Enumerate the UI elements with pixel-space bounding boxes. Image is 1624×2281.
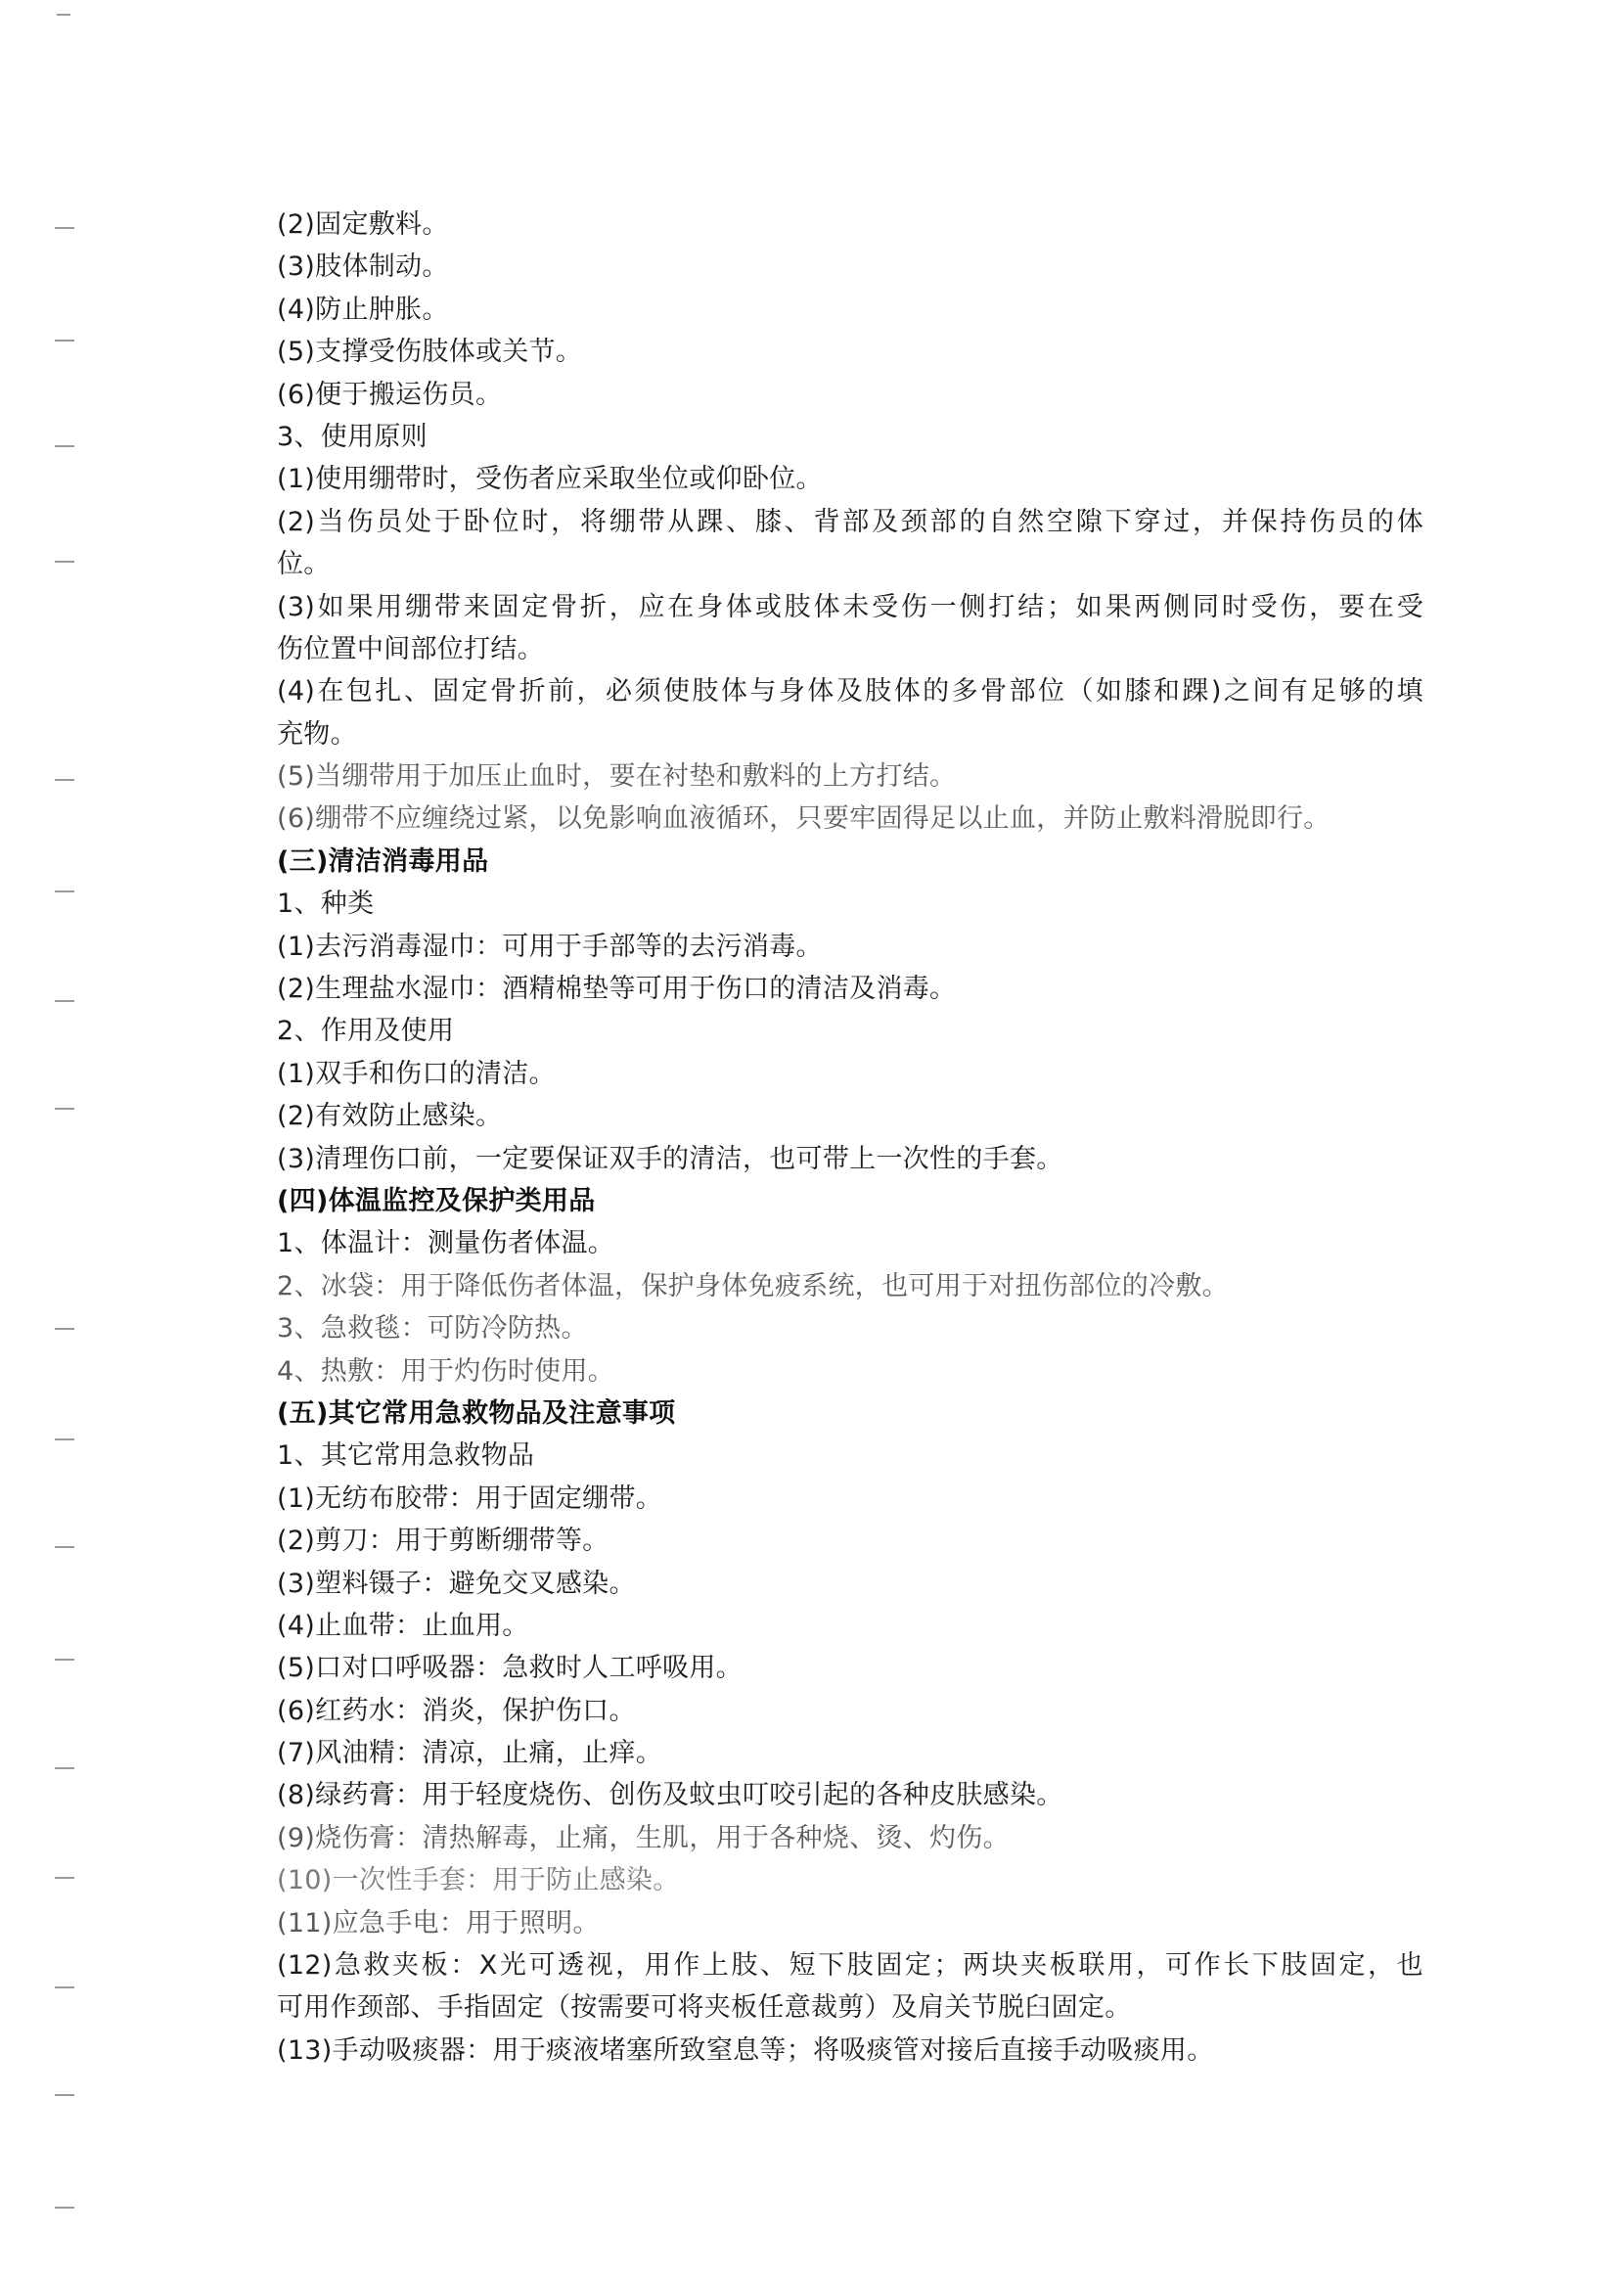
text-line: (10)一次性手套：用于防止感染。: [277, 1865, 680, 1896]
text-line: (1)去污消毒湿巾：可用于手部等的去污消毒。: [277, 931, 823, 962]
text-line: 4、热敷：用于灼伤时使用。: [277, 1355, 615, 1387]
text-line: (3)塑料镊子：避免交叉感染。: [277, 1568, 636, 1599]
text-line: (2)剪刀：用于剪断绷带等。: [277, 1526, 609, 1557]
text-line: (2)有效防止感染。: [277, 1101, 503, 1132]
margin-mark: [55, 1546, 74, 1548]
margin-mark: [55, 1108, 74, 1110]
text-line: (4)在包扎、固定骨折前，必须使肢体与身体及肢体的多骨部位（如膝和踝)之间有足够的填: [277, 676, 1423, 707]
text-line: (12)急救夹板：X光可透视，用作上肢、短下肢固定；两块夹板联用，可作长下肢固定，也: [277, 1950, 1423, 1982]
margin-mark: [55, 227, 74, 229]
margin-mark: [55, 2094, 74, 2096]
margin-mark: [55, 1438, 74, 1440]
margin-mark: [55, 1328, 74, 1330]
text-line: (1)双手和伤口的清洁。: [277, 1058, 556, 1089]
text-line: 充物。: [277, 718, 357, 750]
subsection-title: 1、种类: [277, 889, 375, 920]
text-line: (3)如果用绷带来固定骨折，应在身体或肢体未受伤一侧打结；如果两侧同时受伤，要在受: [277, 591, 1423, 622]
text-line: (9)烧伤膏：清热解毒，止痛，生肌，用于各种烧、烫、灼伤。: [277, 1822, 1010, 1853]
text-line: 位。: [277, 549, 331, 580]
text-line: (3)肢体制动。: [277, 251, 449, 283]
document-body: [277, 204, 1423, 2072]
text-line: 可用作颈部、手指固定（按需要可将夹板任意裁剪）及肩关节脱臼固定。: [277, 1992, 1132, 2024]
margin-mark: [55, 1000, 74, 1002]
margin-mark: [57, 14, 70, 16]
text-line: (4)防止肿胀。: [277, 294, 449, 325]
text-line: (1)无纺布胶带：用于固定绷带。: [277, 1483, 663, 1514]
text-line: (2)生理盐水湿巾：酒精棉垫等可用于伤口的清洁及消毒。: [277, 974, 957, 1005]
margin-mark: [55, 779, 74, 781]
text-line: (2)当伤员处于卧位时，将绷带从踝、膝、背部及颈部的自然空隙下穿过，并保持伤员的体: [277, 506, 1423, 537]
margin-mark: [55, 1986, 74, 1988]
text-line: 2、冰袋：用于降低伤者体温，保护身体免疲系统，也可用于对扭伤部位的冷敷。: [277, 1270, 1229, 1301]
margin-mark: [55, 340, 74, 342]
text-line: (5)当绷带用于加压止血时，要在衬垫和敷料的上方打结。: [277, 761, 957, 793]
section-heading: (五)其它常用急救物品及注意事项: [277, 1397, 676, 1429]
binding-margin: [0, 0, 117, 2281]
text-line: (4)止血带：止血用。: [277, 1610, 529, 1641]
margin-mark: [55, 561, 74, 563]
section-heading: (三)清洁消毒用品: [277, 845, 489, 877]
margin-mark: [55, 890, 74, 892]
text-line: (3)清理伤口前，一定要保证双手的清洁，也可带上一次性的手套。: [277, 1143, 1063, 1174]
section-heading: (四)体温监控及保护类用品: [277, 1185, 596, 1216]
subsection-title: 2、作用及使用: [277, 1016, 455, 1047]
margin-mark: [55, 1659, 74, 1661]
text-line: 伤位置中间部位打结。: [277, 633, 544, 664]
text-line: 3、急救毯：可防冷防热。: [277, 1313, 588, 1345]
text-line: (8)绿药膏：用于轻度烧伤、创伤及蚊虫叮咬引起的各种皮肤感染。: [277, 1780, 1063, 1811]
text-line: (2)固定敷料。: [277, 209, 449, 240]
subsection-title: 1、其它常用急救物品: [277, 1440, 535, 1472]
text-line: (1)使用绷带时，受伤者应采取坐位或仰卧位。: [277, 464, 823, 495]
text-line: 1、体温计：测量伤者体温。: [277, 1228, 615, 1259]
text-line: (5)支撑受伤肢体或关节。: [277, 337, 583, 368]
text-line: (6)红药水：消炎，保护伤口。: [277, 1695, 636, 1726]
text-line: (11)应急手电：用于照明。: [277, 1907, 600, 1939]
text-line: (5)口对口呼吸器：急救时人工呼吸用。: [277, 1653, 743, 1684]
margin-mark: [55, 2207, 74, 2209]
margin-mark: [55, 445, 74, 447]
margin-mark: [55, 1877, 74, 1879]
margin-mark: [55, 1767, 74, 1769]
subsection-title: 3、使用原则: [277, 421, 428, 452]
text-line: (6)便于搬运伤员。: [277, 379, 503, 410]
text-line: (6)绷带不应缠绕过紧，以免影响血液循环，只要牢固得足以止血，并防止敷料滑脱即行。: [277, 803, 1331, 835]
text-line: (13)手动吸痰器：用于痰液堵塞所致窒息等；将吸痰管对接后直接手动吸痰用。: [277, 2034, 1214, 2066]
text-line: (7)风油精：清凉，止痛，止痒。: [277, 1738, 663, 1769]
